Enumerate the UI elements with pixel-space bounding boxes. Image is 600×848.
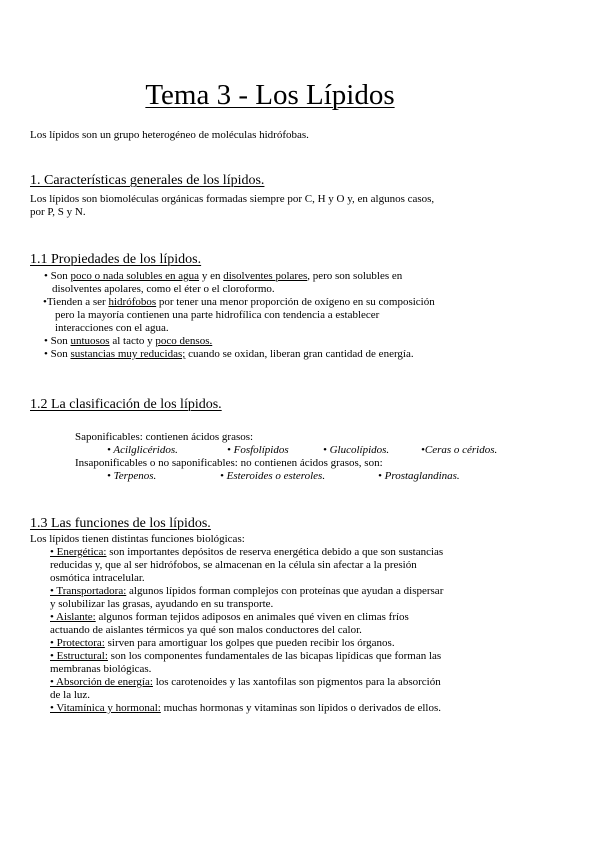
bullet-text: •Tienden a ser (43, 296, 109, 308)
function-item-energetica (50, 546, 540, 585)
section-1-text-line: Los lípidos son biomoléculas orgánicas formadas siempre por C, H y O y, en algunos casos, (30, 193, 435, 205)
underlined-term: poco densos. (155, 335, 213, 347)
bullet-continuation: interacciones con el agua. (55, 322, 169, 334)
bullet-text: • Son (44, 270, 71, 282)
lipid-type-item: • Prostaglandinas. (378, 470, 460, 482)
property-item-solubility (40, 270, 540, 296)
function-label: • Aislante: (50, 611, 96, 623)
function-text: muchas hormonas y vitaminas son lípidos o derivados de ellos. (160, 702, 441, 714)
lipid-type-item: •Ceras o céridos. (421, 444, 498, 456)
section-1-text-line: por P, S y N. (30, 206, 86, 218)
function-label: • Estructural: (50, 650, 108, 662)
insaponificables-items (75, 470, 545, 483)
section-1-1-heading: 1.1 Propiedades de los lípidos. (30, 252, 202, 267)
function-label: • Vitamínica y hormonal: (50, 702, 161, 714)
function-label: • Absorción de energía: (50, 676, 153, 688)
lipid-type-item: • Glucolípidos. (323, 444, 390, 456)
function-item-aislante (50, 611, 540, 637)
properties-list (40, 270, 540, 361)
function-item-estructural (50, 650, 540, 676)
functions-list (50, 546, 540, 715)
intro-paragraph: Los lípidos son un grupo heterogéneo de moléculas hidrófobas. (30, 129, 309, 141)
section-1-heading: 1. Características generales de los lípidos. (30, 173, 265, 188)
lipid-type-item: • Terpenos. (107, 470, 157, 482)
property-item-hydrophobic (40, 296, 540, 335)
underlined-term: untuosos (70, 335, 110, 347)
bullet-text: , pero son solubles en (307, 270, 403, 282)
function-label: • Transportadora: (50, 585, 127, 597)
function-text: sirven para amortiguar los golpes que pueden recibir los órganos. (104, 637, 395, 649)
saponificables-label: Saponificables: contienen ácidos grasos: (75, 431, 254, 443)
bullet-text: • Son (44, 348, 71, 360)
bullet-text: y en (199, 270, 224, 282)
function-continuation: de la luz. (50, 689, 91, 701)
section-1-text (30, 193, 530, 219)
underlined-term: poco o nada solubles en agua (70, 270, 200, 282)
classification-block (75, 431, 545, 483)
page-title: Tema 3 - Los Lípidos (145, 79, 395, 111)
function-item-absorcion (50, 676, 540, 702)
function-text: son importantes depósitos de reserva energética debido a que son sustancias (106, 546, 444, 558)
bullet-text: al tacto y (109, 335, 156, 347)
function-item-protectora (50, 637, 540, 650)
section-1-3-heading: 1.3 Las funciones de los lípidos. (30, 516, 211, 531)
lipid-type-item: • Acilglicéridos. (107, 444, 178, 456)
function-label: • Protectora: (50, 637, 105, 649)
function-text: son los componentes fundamentales de las bicapas lipídicas que forman las (107, 650, 442, 662)
property-item-untuous (40, 335, 540, 348)
lipid-type-item: • Esteroides o esteroles. (220, 470, 326, 482)
function-text: algunos lípidos forman complejos con proteínas que ayudan a dispersar (126, 585, 444, 597)
insaponificables-label: Insaponificables o no saponificables: no contienen ácidos grasos, son: (75, 457, 383, 469)
functions-intro: Los lípidos tienen distintas funciones biológicas: (30, 533, 245, 545)
underlined-term: hidrófobos (108, 296, 157, 308)
function-item-vitaminica (50, 702, 540, 715)
underlined-term: sustancias muy reducidas; (70, 348, 186, 360)
bullet-continuation: disolventes apolares, como el éter o el cloroformo. (52, 283, 275, 295)
property-item-reduced (40, 348, 540, 361)
bullet-text: cuando se oxidan, liberan gran cantidad de energía. (185, 348, 414, 360)
function-continuation: y solubilizar las grasas, ayudando en su transporte. (50, 598, 274, 610)
lipid-type-item: • Fosfolípidos (227, 444, 289, 456)
function-item-transportadora (50, 585, 540, 611)
function-text: algunos forman tejidos adiposos en animales qué viven en climas fríos (95, 611, 409, 623)
function-continuation: reducidas y, que al ser hidrófobos, se almacenan en la célula sin afectar a la presión (50, 559, 417, 571)
saponificables-items (75, 444, 545, 457)
function-continuation: membranas biológicas. (50, 663, 152, 675)
bullet-text: por tener una menor proporción de oxígeno en su composición (156, 296, 435, 308)
underlined-term: disolventes polares (223, 270, 308, 282)
section-1-2-heading: 1.2 La clasificación de los lípidos. (30, 397, 222, 412)
function-continuation: actuando de aislantes térmicos ya qué son malos conductores del calor. (50, 624, 362, 636)
bullet-continuation: pero la mayoría contienen una parte hidrofílica con tendencia a establecer (55, 309, 380, 321)
function-text: los carotenoides y las xantofilas son pigmentos para la absorción (152, 676, 441, 688)
bullet-text: • Son (44, 335, 71, 347)
function-continuation: osmótica intracelular. (50, 572, 145, 584)
function-label: • Energética: (50, 546, 107, 558)
